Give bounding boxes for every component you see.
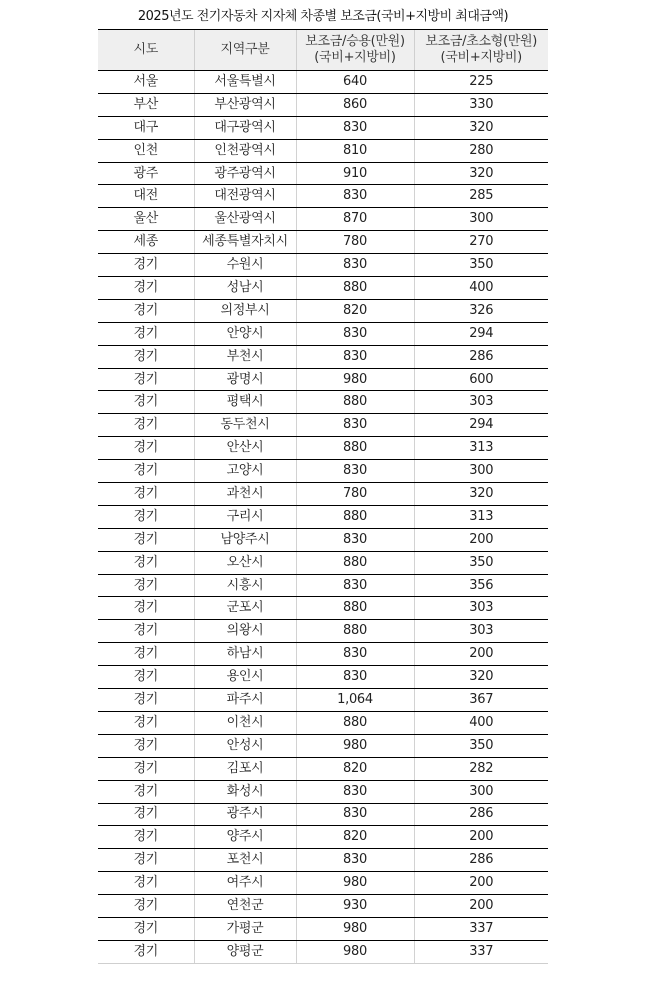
cell-passenger-subsidy: 870 <box>296 208 414 231</box>
cell-district: 수원시 <box>194 254 296 277</box>
cell-district: 안양시 <box>194 322 296 345</box>
cell-passenger-subsidy: 880 <box>296 620 414 643</box>
cell-compact-subsidy: 294 <box>414 414 548 437</box>
cell-passenger-subsidy: 820 <box>296 826 414 849</box>
cell-compact-subsidy: 270 <box>414 231 548 254</box>
cell-compact-subsidy: 350 <box>414 254 548 277</box>
cell-passenger-subsidy: 880 <box>296 597 414 620</box>
cell-passenger-subsidy: 980 <box>296 368 414 391</box>
cell-compact-subsidy: 320 <box>414 483 548 506</box>
cell-region: 경기 <box>98 437 194 460</box>
cell-district: 용인시 <box>194 666 296 689</box>
header-compact-subsidy <box>414 30 548 71</box>
header-passenger-line2: (국비+지방비) <box>314 50 396 65</box>
cell-compact-subsidy: 200 <box>414 528 548 551</box>
cell-passenger-subsidy: 830 <box>296 666 414 689</box>
table-row <box>98 643 548 666</box>
cell-region: 경기 <box>98 849 194 872</box>
cell-passenger-subsidy: 880 <box>296 277 414 300</box>
table-row <box>98 803 548 826</box>
header-passenger-line1: 보조금/승용(만원) <box>305 34 405 49</box>
cell-passenger-subsidy: 810 <box>296 139 414 162</box>
cell-compact-subsidy: 285 <box>414 185 548 208</box>
table-row <box>98 872 548 895</box>
cell-passenger-subsidy: 830 <box>296 849 414 872</box>
cell-compact-subsidy: 303 <box>414 620 548 643</box>
cell-passenger-subsidy: 880 <box>296 437 414 460</box>
cell-region: 경기 <box>98 551 194 574</box>
table-row <box>98 849 548 872</box>
cell-compact-subsidy: 300 <box>414 208 548 231</box>
cell-district: 광명시 <box>194 368 296 391</box>
cell-region: 대전 <box>98 185 194 208</box>
cell-region: 대구 <box>98 116 194 139</box>
cell-district: 이천시 <box>194 711 296 734</box>
cell-region: 경기 <box>98 872 194 895</box>
cell-district: 의정부시 <box>194 299 296 322</box>
table-title: 2025년도 전기자동차 지자체 차종별 보조금(국비+지방비 최대금액) <box>137 9 509 24</box>
table-header <box>98 30 548 71</box>
cell-region: 경기 <box>98 322 194 345</box>
cell-passenger-subsidy: 830 <box>296 780 414 803</box>
cell-compact-subsidy: 600 <box>414 368 548 391</box>
table-row <box>98 574 548 597</box>
table-body <box>98 71 548 964</box>
cell-region: 경기 <box>98 757 194 780</box>
cell-compact-subsidy: 200 <box>414 826 548 849</box>
subsidy-table <box>98 29 548 964</box>
cell-region: 경기 <box>98 345 194 368</box>
cell-district: 광주시 <box>194 803 296 826</box>
cell-district: 화성시 <box>194 780 296 803</box>
table-row <box>98 345 548 368</box>
cell-region: 경기 <box>98 643 194 666</box>
table-row <box>98 162 548 185</box>
cell-compact-subsidy: 400 <box>414 277 548 300</box>
cell-compact-subsidy: 320 <box>414 116 548 139</box>
table-row <box>98 208 548 231</box>
cell-region: 경기 <box>98 666 194 689</box>
cell-district: 광주광역시 <box>194 162 296 185</box>
cell-passenger-subsidy: 830 <box>296 322 414 345</box>
cell-compact-subsidy: 320 <box>414 162 548 185</box>
table-row <box>98 505 548 528</box>
table-row <box>98 139 548 162</box>
cell-region: 경기 <box>98 597 194 620</box>
cell-compact-subsidy: 337 <box>414 917 548 940</box>
table-row <box>98 437 548 460</box>
header-row <box>98 30 548 71</box>
table-row <box>98 460 548 483</box>
header-passenger-subsidy <box>296 30 414 71</box>
table-row <box>98 757 548 780</box>
cell-passenger-subsidy: 830 <box>296 414 414 437</box>
table-row <box>98 299 548 322</box>
cell-district: 여주시 <box>194 872 296 895</box>
cell-compact-subsidy: 286 <box>414 345 548 368</box>
header-district: 지역구분 <box>194 30 296 71</box>
cell-district: 안성시 <box>194 734 296 757</box>
table-row <box>98 528 548 551</box>
cell-district: 과천시 <box>194 483 296 506</box>
cell-region: 광주 <box>98 162 194 185</box>
cell-region: 경기 <box>98 414 194 437</box>
cell-district: 시흥시 <box>194 574 296 597</box>
cell-compact-subsidy: 400 <box>414 711 548 734</box>
cell-district: 평택시 <box>194 391 296 414</box>
cell-compact-subsidy: 313 <box>414 437 548 460</box>
table-row <box>98 895 548 918</box>
cell-region: 경기 <box>98 940 194 963</box>
cell-region: 경기 <box>98 780 194 803</box>
cell-passenger-subsidy: 880 <box>296 391 414 414</box>
cell-region: 경기 <box>98 505 194 528</box>
cell-passenger-subsidy: 780 <box>296 483 414 506</box>
table-row <box>98 689 548 712</box>
table-row <box>98 368 548 391</box>
cell-passenger-subsidy: 980 <box>296 940 414 963</box>
cell-passenger-subsidy: 830 <box>296 460 414 483</box>
table-row <box>98 734 548 757</box>
cell-compact-subsidy: 350 <box>414 551 548 574</box>
table-row <box>98 780 548 803</box>
cell-passenger-subsidy: 880 <box>296 711 414 734</box>
table-row <box>98 254 548 277</box>
cell-district: 인천광역시 <box>194 139 296 162</box>
cell-district: 남양주시 <box>194 528 296 551</box>
cell-passenger-subsidy: 830 <box>296 803 414 826</box>
cell-compact-subsidy: 326 <box>414 299 548 322</box>
cell-district: 가평군 <box>194 917 296 940</box>
table-row <box>98 666 548 689</box>
cell-district: 오산시 <box>194 551 296 574</box>
table-row <box>98 597 548 620</box>
cell-passenger-subsidy: 860 <box>296 93 414 116</box>
cell-region: 세종 <box>98 231 194 254</box>
cell-district: 대구광역시 <box>194 116 296 139</box>
cell-passenger-subsidy: 820 <box>296 299 414 322</box>
cell-passenger-subsidy: 820 <box>296 757 414 780</box>
cell-district: 하남시 <box>194 643 296 666</box>
cell-compact-subsidy: 337 <box>414 940 548 963</box>
table-row <box>98 551 548 574</box>
cell-region: 경기 <box>98 620 194 643</box>
cell-passenger-subsidy: 980 <box>296 734 414 757</box>
table-row <box>98 711 548 734</box>
cell-passenger-subsidy: 830 <box>296 185 414 208</box>
cell-passenger-subsidy: 830 <box>296 116 414 139</box>
cell-region: 경기 <box>98 803 194 826</box>
table-row <box>98 322 548 345</box>
cell-compact-subsidy: 320 <box>414 666 548 689</box>
cell-passenger-subsidy: 980 <box>296 872 414 895</box>
table-row <box>98 277 548 300</box>
cell-compact-subsidy: 356 <box>414 574 548 597</box>
cell-district: 의왕시 <box>194 620 296 643</box>
cell-district: 부천시 <box>194 345 296 368</box>
cell-compact-subsidy: 330 <box>414 93 548 116</box>
cell-district: 군포시 <box>194 597 296 620</box>
cell-passenger-subsidy: 830 <box>296 254 414 277</box>
cell-compact-subsidy: 286 <box>414 849 548 872</box>
table-row <box>98 620 548 643</box>
header-compact-line1: 보조금/초소형(만원) <box>425 34 538 49</box>
cell-region: 경기 <box>98 483 194 506</box>
cell-passenger-subsidy: 640 <box>296 71 414 94</box>
cell-region: 경기 <box>98 368 194 391</box>
cell-region: 인천 <box>98 139 194 162</box>
cell-region: 경기 <box>98 917 194 940</box>
cell-region: 경기 <box>98 254 194 277</box>
cell-compact-subsidy: 225 <box>414 71 548 94</box>
table-row <box>98 71 548 94</box>
cell-compact-subsidy: 350 <box>414 734 548 757</box>
cell-district: 부산광역시 <box>194 93 296 116</box>
cell-compact-subsidy: 286 <box>414 803 548 826</box>
cell-district: 양주시 <box>194 826 296 849</box>
cell-passenger-subsidy: 830 <box>296 574 414 597</box>
cell-district: 동두천시 <box>194 414 296 437</box>
cell-district: 포천시 <box>194 849 296 872</box>
cell-district: 양평군 <box>194 940 296 963</box>
cell-region: 부산 <box>98 93 194 116</box>
cell-passenger-subsidy: 980 <box>296 917 414 940</box>
cell-region: 경기 <box>98 299 194 322</box>
cell-region: 경기 <box>98 734 194 757</box>
cell-compact-subsidy: 303 <box>414 597 548 620</box>
cell-compact-subsidy: 200 <box>414 643 548 666</box>
cell-region: 경기 <box>98 277 194 300</box>
cell-region: 경기 <box>98 895 194 918</box>
cell-region: 경기 <box>98 391 194 414</box>
cell-district: 성남시 <box>194 277 296 300</box>
cell-compact-subsidy: 300 <box>414 460 548 483</box>
cell-passenger-subsidy: 830 <box>296 345 414 368</box>
header-region: 시도 <box>98 30 194 71</box>
cell-passenger-subsidy: 780 <box>296 231 414 254</box>
cell-compact-subsidy: 200 <box>414 895 548 918</box>
table-row <box>98 116 548 139</box>
cell-passenger-subsidy: 830 <box>296 643 414 666</box>
cell-region: 경기 <box>98 826 194 849</box>
table-row <box>98 231 548 254</box>
table-row <box>98 414 548 437</box>
cell-region: 경기 <box>98 689 194 712</box>
table-row <box>98 93 548 116</box>
table-row <box>98 826 548 849</box>
cell-passenger-subsidy: 880 <box>296 551 414 574</box>
cell-district: 연천군 <box>194 895 296 918</box>
cell-region: 경기 <box>98 711 194 734</box>
table-row <box>98 917 548 940</box>
cell-passenger-subsidy: 830 <box>296 528 414 551</box>
cell-district: 울산광역시 <box>194 208 296 231</box>
cell-passenger-subsidy: 1,064 <box>296 689 414 712</box>
cell-region: 경기 <box>98 460 194 483</box>
cell-region: 서울 <box>98 71 194 94</box>
cell-district: 서울특별시 <box>194 71 296 94</box>
cell-compact-subsidy: 280 <box>414 139 548 162</box>
cell-compact-subsidy: 294 <box>414 322 548 345</box>
cell-district: 대전광역시 <box>194 185 296 208</box>
cell-compact-subsidy: 200 <box>414 872 548 895</box>
table-row <box>98 940 548 963</box>
cell-district: 구리시 <box>194 505 296 528</box>
cell-compact-subsidy: 303 <box>414 391 548 414</box>
table-row <box>98 483 548 506</box>
cell-district: 파주시 <box>194 689 296 712</box>
cell-compact-subsidy: 282 <box>414 757 548 780</box>
cell-region: 경기 <box>98 528 194 551</box>
cell-passenger-subsidy: 880 <box>296 505 414 528</box>
cell-district: 세종특별자치시 <box>194 231 296 254</box>
cell-passenger-subsidy: 930 <box>296 895 414 918</box>
table-row <box>98 185 548 208</box>
cell-compact-subsidy: 367 <box>414 689 548 712</box>
cell-region: 울산 <box>98 208 194 231</box>
cell-compact-subsidy: 300 <box>414 780 548 803</box>
table-row <box>98 391 548 414</box>
cell-district: 고양시 <box>194 460 296 483</box>
cell-region: 경기 <box>98 574 194 597</box>
cell-district: 김포시 <box>194 757 296 780</box>
header-compact-line2: (국비+지방비) <box>440 50 522 65</box>
cell-passenger-subsidy: 910 <box>296 162 414 185</box>
cell-compact-subsidy: 313 <box>414 505 548 528</box>
cell-district: 안산시 <box>194 437 296 460</box>
